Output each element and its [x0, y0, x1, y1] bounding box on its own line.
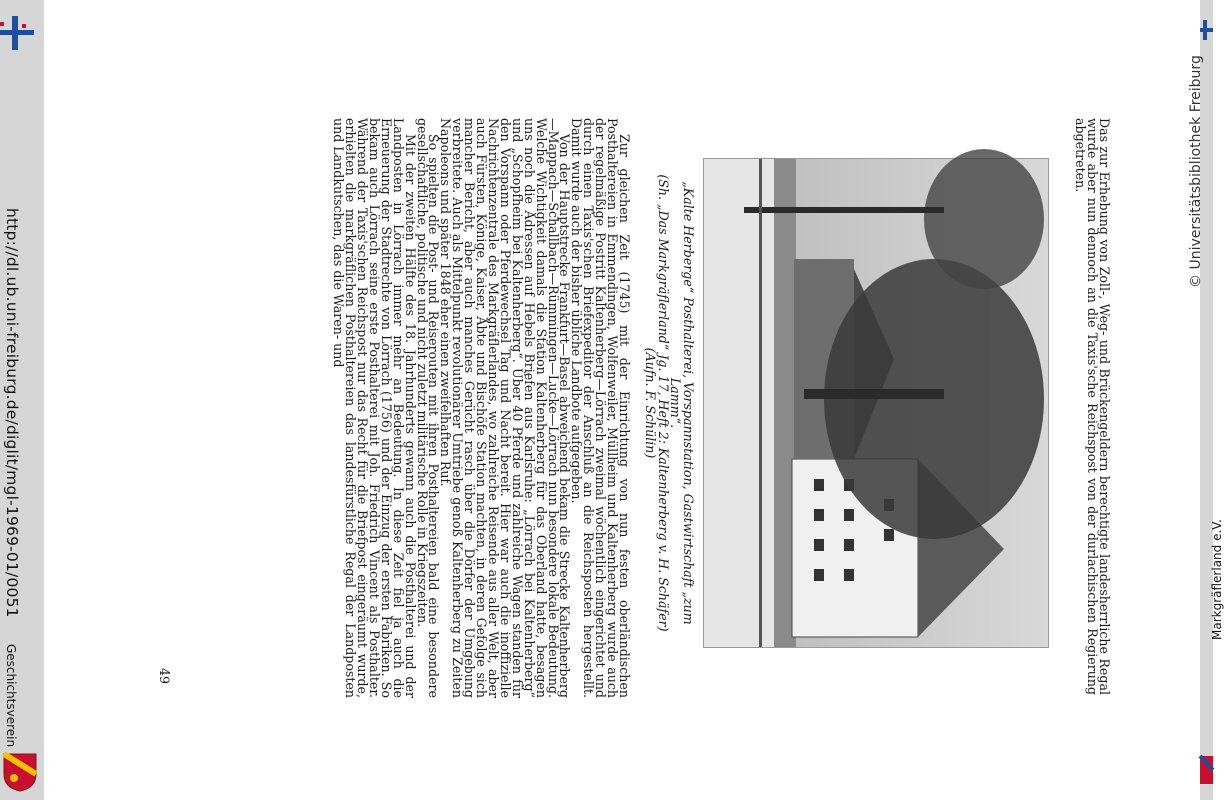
top-edge-text: © Universitätsbibliothek Freiburg: [1188, 55, 1204, 288]
photograph-kaltenherberg: [703, 158, 1049, 648]
source-url[interactable]: http://dl.ub.uni-freiburg.de/diglit/mgl-1969-01/0051: [3, 208, 21, 618]
page-number: 49: [157, 668, 172, 685]
body-paragraph-4: Mit der zweiten Hälfte des 18. Jahrhunderts gewann auch die Posthalterei und der Landposten in Lörrach immer mehr an Bedeutung. In diese Zeit fiel ja auch die Erneuerung der Stadtrechte von Lörrach (1756) und der Einzug der ersten Fabriken. So bekam auch Lörrach seine erste Posthalterei mit Joh. Friedrich Vincent als Posthalter. Während der Taxis'schen Reichspost nur das Recht für die Briefpost eingeräumt wurde, erhielten die markgräflichen Posthaltereien das landesfürstliche Regal der Landposten und Landkutschen, das die Waren- und: [331, 118, 418, 698]
caption-credit: (Aufn. F. Schülin): [643, 347, 659, 459]
rights-holder-text: Geschichtsverein: [4, 644, 18, 748]
caption-line-1: „Kalte Herberge“ Posthalterei, Vorspannstation, Gastwirtschaft „zum Lamm“.: [668, 181, 696, 625]
caption-line-2: (Sh. „Das Markgräflerland“ Jg. 17, Heft 2: Kaltenherberg v. H. Schäfer): [655, 174, 671, 632]
top-paragraph: [1074, 118, 1110, 695]
coat-of-arms-icon: [1200, 756, 1213, 784]
coat-of-arms-icon: [2, 752, 38, 792]
body-paragraph-1: Zur gleichen Zeit (1745) mit der Einrichtung von nun festen oberländischen Posthaltereien in Emmendingen, Wolfenweiler, Müllheim und Kaltenherberg wurde auch der regelmäßige Postritt Kaltenherberg—Lörrach zweimal wöchentlich eingerichtet und durch einen Taxis'schen Briefexpeditor der Anschluß an die Reichsposten hergestellt. Damit wurde auch der bisher übliche Landbote aufgegeben.: [569, 118, 632, 698]
body-paragraph-2: Von der Hauptstrecke Frankfurt—Basel abweichend bekam die Strecke Kaltenherberg—Mappach—Schallbach—Rümmingen—Lucke—Lörrach nun besondere lokale Bedeutung. Welche Wichtigkeit damals die Station Kaltenherberg für das Oberland hatte, besagen uns noch die Adressen auf Hebels Briefen aus Karlsruhe: „Lörrach bei Kaltenherberg“ und „Schopfheim bei Kaltenherberg“. Über 40 Pferde und zahlreiche Wagen standen für den Vorspann oder Pferdewechsel Tag und Nacht bereit. Hier war auch die inoffizielle Nachrichtenzentrale des Markgräflerlandes, wo zahlreiche Reisende aus aller Welt, aber auch Fürsten, Könige, Kaiser, Äbte und Bischöfe Station machten, in deren Gefolge sich mancher Bericht, aber auch manches Gerücht rasch über die Dörfer der Umgebung verbreitete. Auch als Mittelpunkt revolutionärer Umtriebe genoß Kaltenherberg zu Zeiten Napoleons und später 1848 eher einen zweifelhaften Ruf.: [438, 118, 573, 698]
right-margin-text: Markgräflerland e.V.: [1210, 519, 1224, 640]
copyright-text: [0, 287, 1, 543]
figure-caption: [644, 158, 694, 648]
body-text: [332, 118, 630, 698]
ub-freiburg-logo: [0, 16, 38, 50]
body-paragraph-3: So spielten die Post- und Reiserouten mit ihren Posthaltereien bald eine besondere gesellschaftliche, politische und nicht zuletzt militärische Rolle in Kriegszeiten.: [414, 118, 442, 698]
ub-freiburg-logo: [1200, 20, 1213, 40]
paragraph-text: Das zur Erhebung von Zoll-, Weg- und Brückengeldern berechtigte landesherrliche Regal wurde aber nun dennoch an die Taxis'sche Reichspost von der durlachischen Regierung abgetreten.: [1073, 118, 1112, 695]
